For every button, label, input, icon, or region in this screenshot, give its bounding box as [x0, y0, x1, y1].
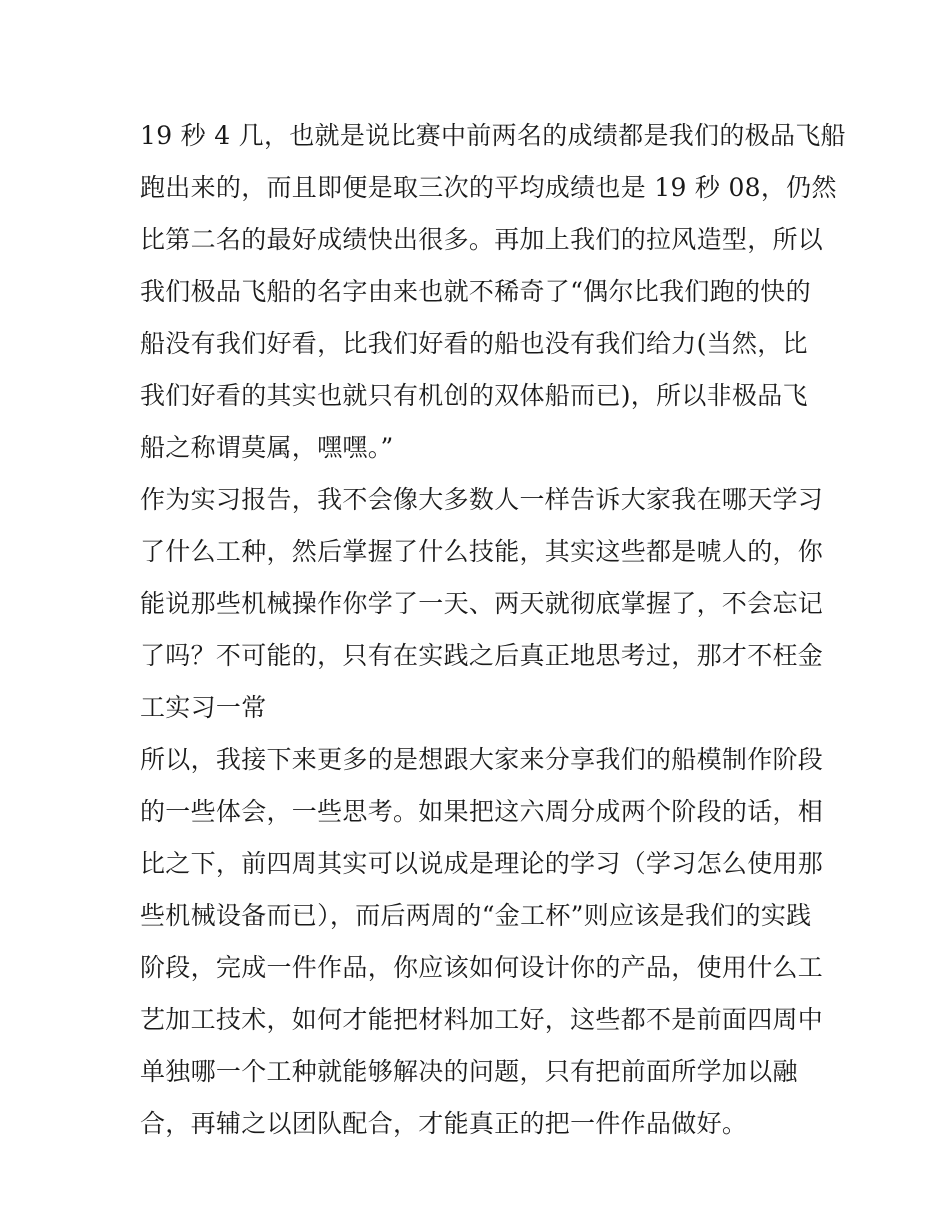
text-line: 船没有我们好看，比我们好看的船也没有我们给力(当然，比	[140, 329, 808, 358]
text-line: 我们极品飞船的名字由来也就不稀奇了“偶尔比我们跑的快的	[140, 277, 811, 306]
text-line: 我们好看的其实也就只有机创的双体船而已)，所以非极品飞	[140, 381, 808, 410]
text-line: 工实习一常	[140, 693, 267, 722]
text-line: 了吗？不可能的，只有在实践之后真正地思考过，那才不枉金	[140, 641, 824, 670]
text-line: 的一些体会，一些思考。如果把这六周分成两个阶段的话，相	[140, 797, 824, 826]
text-line: 艺加工技术，如何才能把材料加工好，这些都不是前面四周中	[140, 1005, 824, 1034]
text-line: 单独哪一个工种就能够解决的问题，只有把前面所学加以融	[140, 1057, 798, 1086]
text-line: 作为实习报告，我不会像大多数人一样告诉大家我在哪天学习	[140, 485, 824, 514]
text-line: 19 秒 4 几，也就是说比赛中前两名的成绩都是我们的极品飞船	[140, 121, 846, 150]
document-body	[140, 110, 846, 1150]
text-line: 了什么工种，然后掌握了什么技能，其实这些都是唬人的，你	[140, 537, 824, 566]
text-line: 所以，我接下来更多的是想跟大家来分享我们的船模制作阶段	[140, 745, 824, 774]
text-line: 些机械设备而已），而后两周的“金工杯”则应该是我们的实践	[140, 901, 812, 930]
text-line: 比之下，前四周其实可以说成是理论的学习（学习怎么使用那	[140, 849, 824, 878]
text-line: 比第二名的最好成绩快出很多。再加上我们的拉风造型，所以	[140, 225, 824, 254]
text-line: 能说那些机械操作你学了一天、两天就彻底掌握了，不会忘记	[140, 589, 824, 618]
text-line: 阶段，完成一件作品，你应该如何设计你的产品，使用什么工	[140, 953, 824, 982]
text-line: 船之称谓莫属，嘿嘿。”	[140, 433, 394, 462]
text-line: 合，再辅之以团队配合，才能真正的把一件作品做好。	[140, 1109, 748, 1138]
text-line: 跑出来的，而且即便是取三次的平均成绩也是 19 秒 08，仍然	[140, 173, 837, 202]
